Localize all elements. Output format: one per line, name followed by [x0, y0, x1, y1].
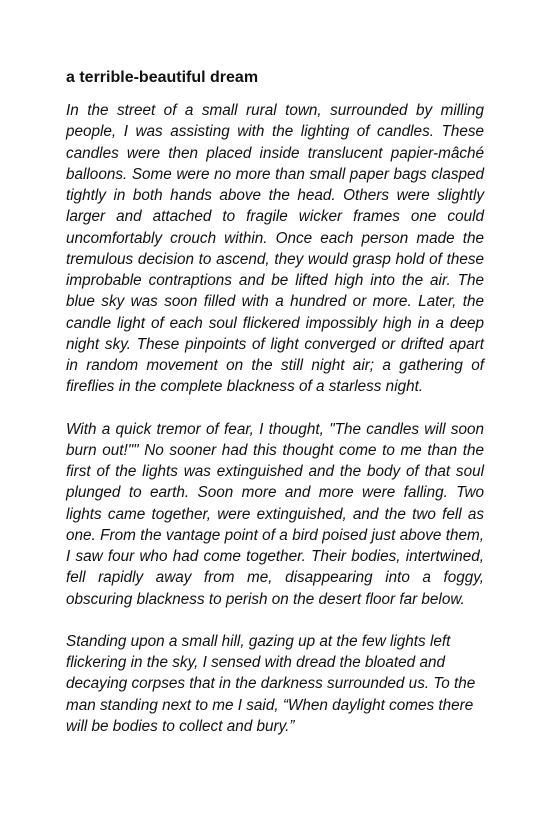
paragraph-3: Standing upon a small hill, gazing up at the few lights left flickering in the sky, I sensed with dread the bloated and decaying corpses that in the darkness surrounded us. To the man standing next to me I said, “When daylight comes there will be bodies to collect and bury.”: [66, 632, 476, 735]
paragraph-gap: [66, 610, 484, 631]
paragraph-1: In the street of a small rural town, surrounded by milling people, I was assisting with the lighting of candles. These candles were then placed inside translucent papier-mâché balloons. Some were no more than small paper bags clasped tightly in both hands above the head. Others were slightly larger and attached to fragile wicker frames one could uncomfortably crouch within. Once each person made the tremulous decision to ascend, they would grasp hold of these improbable contraptions and be lifted high into the air. The blue sky was soon filled with a hundred or more. Later, the candle light of each soul flickered impossibly high in a deep night sky. These pinpoints of light converged or drifted apart in random movement on the still night air; a gathering of fireflies in the complete blackness of a starless night.: [66, 102, 484, 396]
document-page: [66, 68, 484, 737]
document-title: a terrible-beautiful dream: [66, 69, 259, 86]
paragraph-2: With a quick tremor of fear, I thought, "The candles will soon burn out!"" No sooner had this thought come to me than the first of the lights was extinguished and the body of that soul plunged to earth. Soon more and more were falling. Two lights came together, were extinguished, and the two fell as one. From the vantage point of a bird poised just above them, I saw four who had come together. Their bodies, intertwined, fell rapidly away from me, disappearing into a foggy, obscuring blackness to perish on the desert floor far below.: [66, 420, 484, 608]
paragraph-gap: [66, 398, 484, 419]
